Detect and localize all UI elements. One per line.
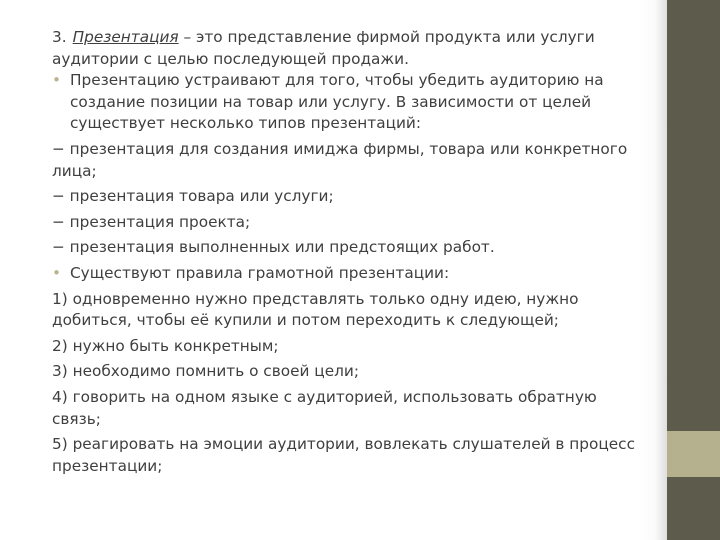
definition-paragraph [52,27,640,70]
type-item: − презентация выполненных или предстоящих работ. [52,238,495,257]
slide-content [52,27,640,481]
type-item: − презентация проекта; [52,212,251,231]
type-item: − презентация для создания имиджа фирмы, товара или конкретного лица; [52,139,628,180]
bullet-rules [52,263,640,285]
rule-item: 3) необходимо помнить о своей цели; [52,362,360,381]
bullet-icon: • [52,263,62,282]
bullet-text: Презентацию устраивают для того, чтобы убедить аудиторию на создание позиции на товар или услугу. В зависимости от целей существует несколько типов презентаций: [70,71,604,133]
rule-item: 5) реагировать на эмоции аудитории, вовлекать слушателей в процесс презентации; [52,435,635,475]
bullet-icon: • [52,71,62,90]
defined-term: Презентация [72,28,179,46]
rule-item: 4) говорить на одном языке с аудиторией, использовать обратную связь; [52,387,597,428]
rule-item: 2) нужно быть конкретным; [52,336,279,355]
definition-text: – это представление фирмой продукта или услуги аудитории с целью последующей продажи. [52,28,595,68]
bullet-purpose [52,70,640,135]
type-item: − презентация товара или услуги; [52,187,334,206]
rule-item: 1) одновременно нужно представлять только одну идею, нужно добиться, чтобы её купили и потом переходить к следующей; [52,289,579,330]
bullet-text: Существуют правила грамотной презентации: [70,263,450,282]
side-shadow [655,0,667,540]
side-accent-block [667,431,720,477]
item-number: 3. [52,28,67,46]
